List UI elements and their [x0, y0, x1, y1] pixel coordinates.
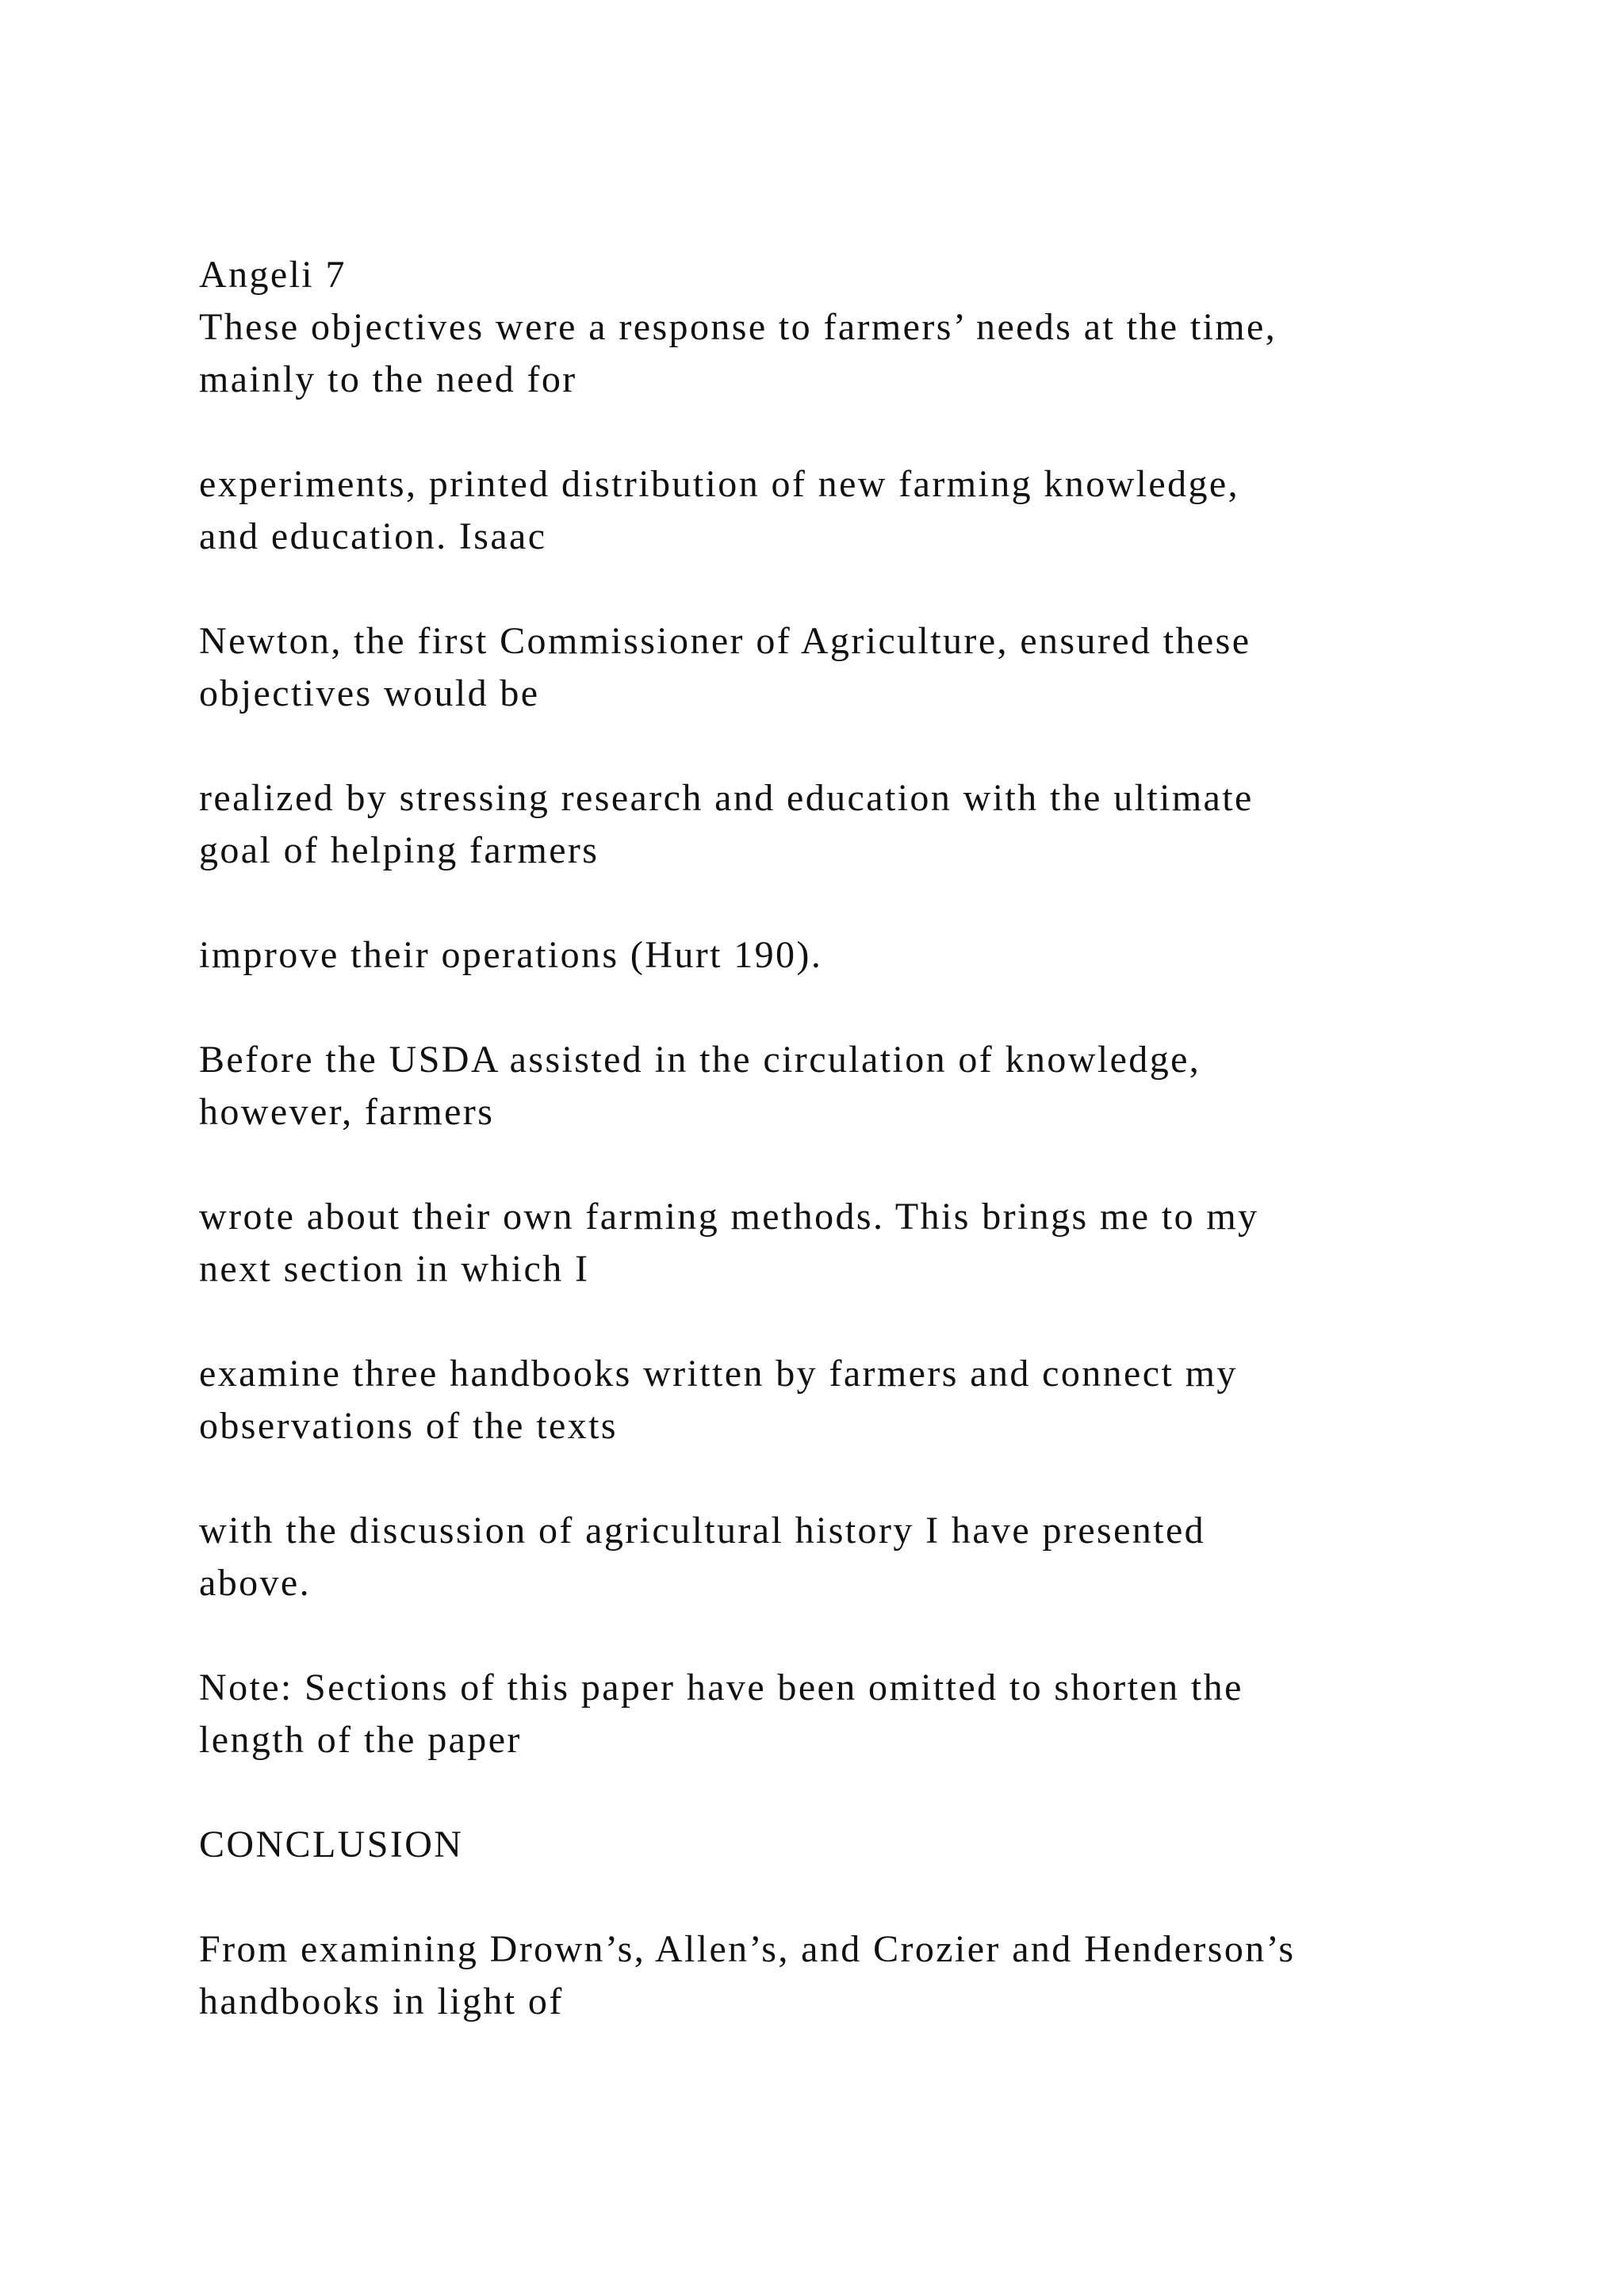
paragraph-1	[199, 301, 1500, 406]
running-header: Angeli 7	[199, 254, 347, 296]
paragraph-8	[199, 1348, 1500, 1452]
paragraph-line: next section in which I	[199, 1248, 590, 1290]
paragraph-line: improve their operations (Hurt 190).	[199, 934, 823, 976]
paragraph-line: above.	[199, 1562, 312, 1604]
paragraph-4	[199, 772, 1500, 877]
paragraph-7	[199, 1191, 1500, 1295]
paragraph-line: goal of helping farmers	[199, 829, 599, 871]
paragraph-line: These objectives were a response to farmers’ needs at the time,	[199, 306, 1277, 348]
paragraph-line: observations of the texts	[199, 1405, 618, 1447]
paragraph-line: mainly to the need for	[199, 358, 577, 400]
paragraph-line: with the discussion of agricultural history I have presented	[199, 1510, 1206, 1552]
paragraph-line: wrote about their own farming methods. This brings me to my	[199, 1196, 1259, 1238]
paragraph-line: length of the paper	[199, 1719, 522, 1761]
paragraph-line: Note: Sections of this paper have been omitted to shorten the	[199, 1667, 1243, 1709]
paragraph-line: examine three handbooks written by farmers and connect my	[199, 1353, 1238, 1395]
paragraph-line: realized by stressing research and education with the ultimate	[199, 777, 1254, 819]
paragraph-note	[199, 1662, 1500, 1766]
paragraph-9	[199, 1505, 1500, 1609]
paragraph-3	[199, 615, 1500, 720]
section-heading	[199, 1819, 1500, 1871]
section-heading-text: CONCLUSION	[199, 1823, 464, 1866]
paragraph-2	[199, 458, 1500, 563]
paragraph-conclusion	[199, 1923, 1500, 2028]
paragraph-line: handbooks in light of	[199, 1980, 564, 2022]
paragraph-line: objectives would be	[199, 672, 540, 714]
paragraph-line: Newton, the first Commissioner of Agriculture, ensured these	[199, 620, 1251, 662]
paragraph-line: Before the USDA assisted in the circulation of knowledge,	[199, 1039, 1201, 1081]
paragraph-line: and education. Isaac	[199, 515, 547, 557]
paragraph-line: From examining Drown’s, Allen’s, and Crozier and Henderson’s	[199, 1928, 1296, 1970]
paragraph-5	[199, 929, 1500, 982]
paragraph-line: however, farmers	[199, 1091, 495, 1133]
paragraph-6	[199, 1034, 1500, 1138]
paragraph-line: experiments, printed distribution of new farming knowledge,	[199, 463, 1239, 505]
page-header	[199, 249, 1500, 301]
